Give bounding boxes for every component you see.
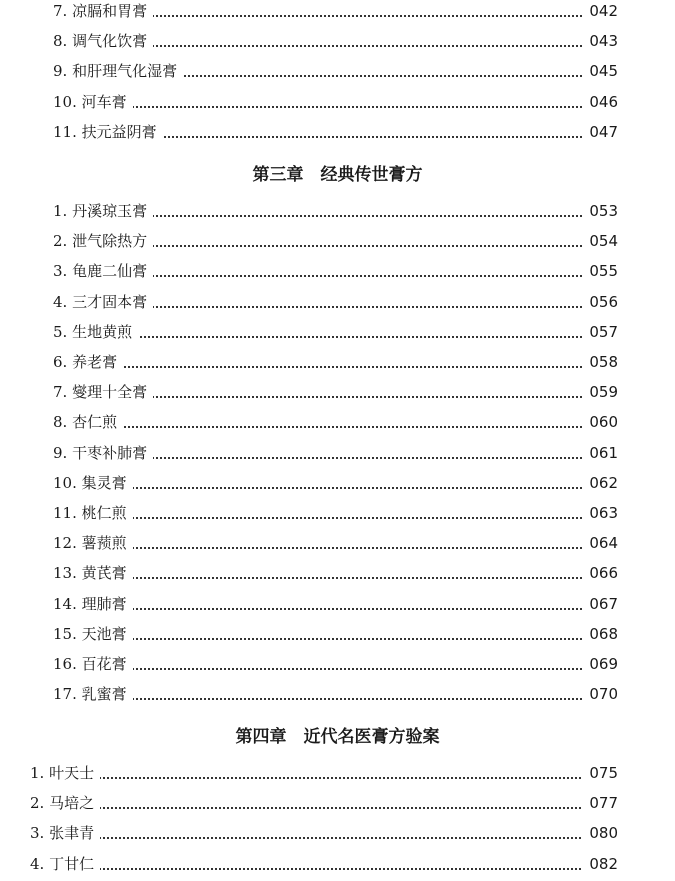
toc-entry-title: 1. 丹溪琼玉膏 — [53, 196, 153, 226]
toc-entry-title: 4. 三才固本膏 — [53, 287, 153, 317]
dot-leader — [113, 245, 585, 247]
toc-entry-title: 9. 干枣补肺膏 — [53, 438, 153, 468]
toc-entry-title: 8. 调气化饮膏 — [53, 26, 153, 56]
toc-entry-title: 6. 养老膏 — [53, 347, 123, 377]
toc-entry-title: 14. 理肺膏 — [53, 589, 133, 619]
dot-leader — [113, 608, 585, 610]
dot-leader — [90, 777, 585, 779]
dot-leader — [113, 75, 585, 77]
toc-entry-title: 11. 扶元益阴膏 — [53, 117, 163, 147]
toc-entry-title: 2. 泄气除热方 — [53, 226, 153, 256]
dot-leader — [113, 275, 585, 277]
toc-entry-title: 4. 丁甘仁 — [30, 849, 100, 879]
dot-leader — [113, 106, 585, 108]
toc-entry-page-number: 070 — [583, 679, 618, 709]
toc-entry-page-number: 058 — [583, 347, 618, 377]
toc-entry-page-number: 042 — [583, 0, 618, 26]
toc-entry[interactable] — [0, 528, 675, 558]
dot-leader — [113, 396, 585, 398]
toc-entry-title: 10. 河车膏 — [53, 87, 133, 117]
toc-entry[interactable] — [0, 498, 675, 528]
toc-entry-page-number: 075 — [583, 758, 618, 788]
toc-entry-page-number: 062 — [583, 468, 618, 498]
toc-entry-page-number: 064 — [583, 528, 618, 558]
toc-entry[interactable] — [0, 26, 675, 56]
toc-entry-page-number: 047 — [583, 117, 618, 147]
toc-entry-title: 9. 和肝理气化湿膏 — [53, 56, 183, 86]
toc-entry-page-number: 069 — [583, 649, 618, 679]
dot-leader — [113, 215, 585, 217]
dot-leader — [113, 15, 585, 17]
toc-entry[interactable] — [0, 0, 675, 26]
toc-entry-page-number: 045 — [583, 56, 618, 86]
toc-entry-page-number: 082 — [583, 849, 618, 879]
toc-entry-page-number: 054 — [583, 226, 618, 256]
toc-entry-page-number: 046 — [583, 87, 618, 117]
toc-entry[interactable] — [0, 347, 675, 377]
toc-entry-page-number: 077 — [583, 788, 618, 818]
chapter-heading — [0, 722, 675, 747]
toc-entry-title: 2. 马培之 — [30, 788, 100, 818]
toc-entry[interactable] — [0, 377, 675, 407]
toc-entry-title: 7. 燮理十全膏 — [53, 377, 153, 407]
toc-entry[interactable] — [0, 818, 675, 848]
toc-entry-title: 13. 黄芪膏 — [53, 558, 133, 588]
toc-entry-title: 15. 天池膏 — [53, 619, 133, 649]
chapter-heading — [0, 160, 675, 185]
toc-entry-title: 16. 百花膏 — [53, 649, 133, 679]
dot-leader — [113, 668, 585, 670]
toc-entry-title: 17. 乳蜜膏 — [53, 679, 133, 709]
toc-entry-page-number: 053 — [583, 196, 618, 226]
toc-entry-page-number: 057 — [583, 317, 618, 347]
toc-entry[interactable] — [0, 56, 675, 86]
dot-leader — [90, 807, 585, 809]
toc-entry-title: 12. 薯蓣煎 — [53, 528, 133, 558]
toc-entry[interactable] — [0, 849, 675, 879]
toc-entry-title: 5. 生地黄煎 — [53, 317, 138, 347]
toc-entry[interactable] — [0, 788, 675, 818]
toc-entry-page-number: 080 — [583, 818, 618, 848]
toc-entry-page-number: 061 — [583, 438, 618, 468]
toc-entry-page-number: 068 — [583, 619, 618, 649]
dot-leader — [113, 638, 585, 640]
toc-entry[interactable] — [0, 317, 675, 347]
toc-entry[interactable] — [0, 117, 675, 147]
chapter-heading-text: 第四章 近代名医膏方验案 — [235, 727, 440, 747]
toc-entry-title: 3. 龟鹿二仙膏 — [53, 256, 153, 286]
toc-entry[interactable] — [0, 407, 675, 437]
dot-leader — [113, 577, 585, 579]
toc-entry[interactable] — [0, 256, 675, 286]
toc-entry-title: 8. 杏仁煎 — [53, 407, 123, 437]
toc-entry[interactable] — [0, 287, 675, 317]
dot-leader — [113, 45, 585, 47]
dot-leader — [113, 136, 585, 138]
toc-entry-page-number: 067 — [583, 589, 618, 619]
dot-leader — [90, 837, 585, 839]
toc-entry-page-number: 066 — [583, 558, 618, 588]
toc-entry[interactable] — [0, 758, 675, 788]
dot-leader — [113, 336, 585, 338]
toc-entry-title: 3. 张聿青 — [30, 818, 100, 848]
toc-entry[interactable] — [0, 438, 675, 468]
toc-entry[interactable] — [0, 589, 675, 619]
toc-entry-page-number: 060 — [583, 407, 618, 437]
dot-leader — [113, 517, 585, 519]
dot-leader — [113, 487, 585, 489]
toc-entry[interactable] — [0, 196, 675, 226]
toc-entry-title: 11. 桃仁煎 — [53, 498, 133, 528]
toc-entry-title: 7. 凉膈和胃膏 — [53, 0, 153, 26]
toc-entry[interactable] — [0, 558, 675, 588]
toc-entry[interactable] — [0, 679, 675, 709]
dot-leader — [113, 698, 585, 700]
toc-entry-page-number: 043 — [583, 26, 618, 56]
toc-entry[interactable] — [0, 468, 675, 498]
dot-leader — [90, 868, 585, 870]
toc-entry[interactable] — [0, 87, 675, 117]
toc-entry-page-number: 055 — [583, 256, 618, 286]
toc-entry-title: 1. 叶天士 — [30, 758, 100, 788]
toc-entry-page-number: 056 — [583, 287, 618, 317]
dot-leader — [113, 426, 585, 428]
chapter-heading-text: 第三章 经典传世膏方 — [252, 165, 423, 185]
dot-leader — [113, 457, 585, 459]
toc-entry-page-number: 059 — [583, 377, 618, 407]
dot-leader — [113, 547, 585, 549]
toc-entry[interactable] — [0, 226, 675, 256]
dot-leader — [113, 366, 585, 368]
toc-entry[interactable] — [0, 619, 675, 649]
toc-entry-page-number: 063 — [583, 498, 618, 528]
toc-entry[interactable] — [0, 649, 675, 679]
toc-entry-title: 10. 集灵膏 — [53, 468, 133, 498]
dot-leader — [113, 306, 585, 308]
